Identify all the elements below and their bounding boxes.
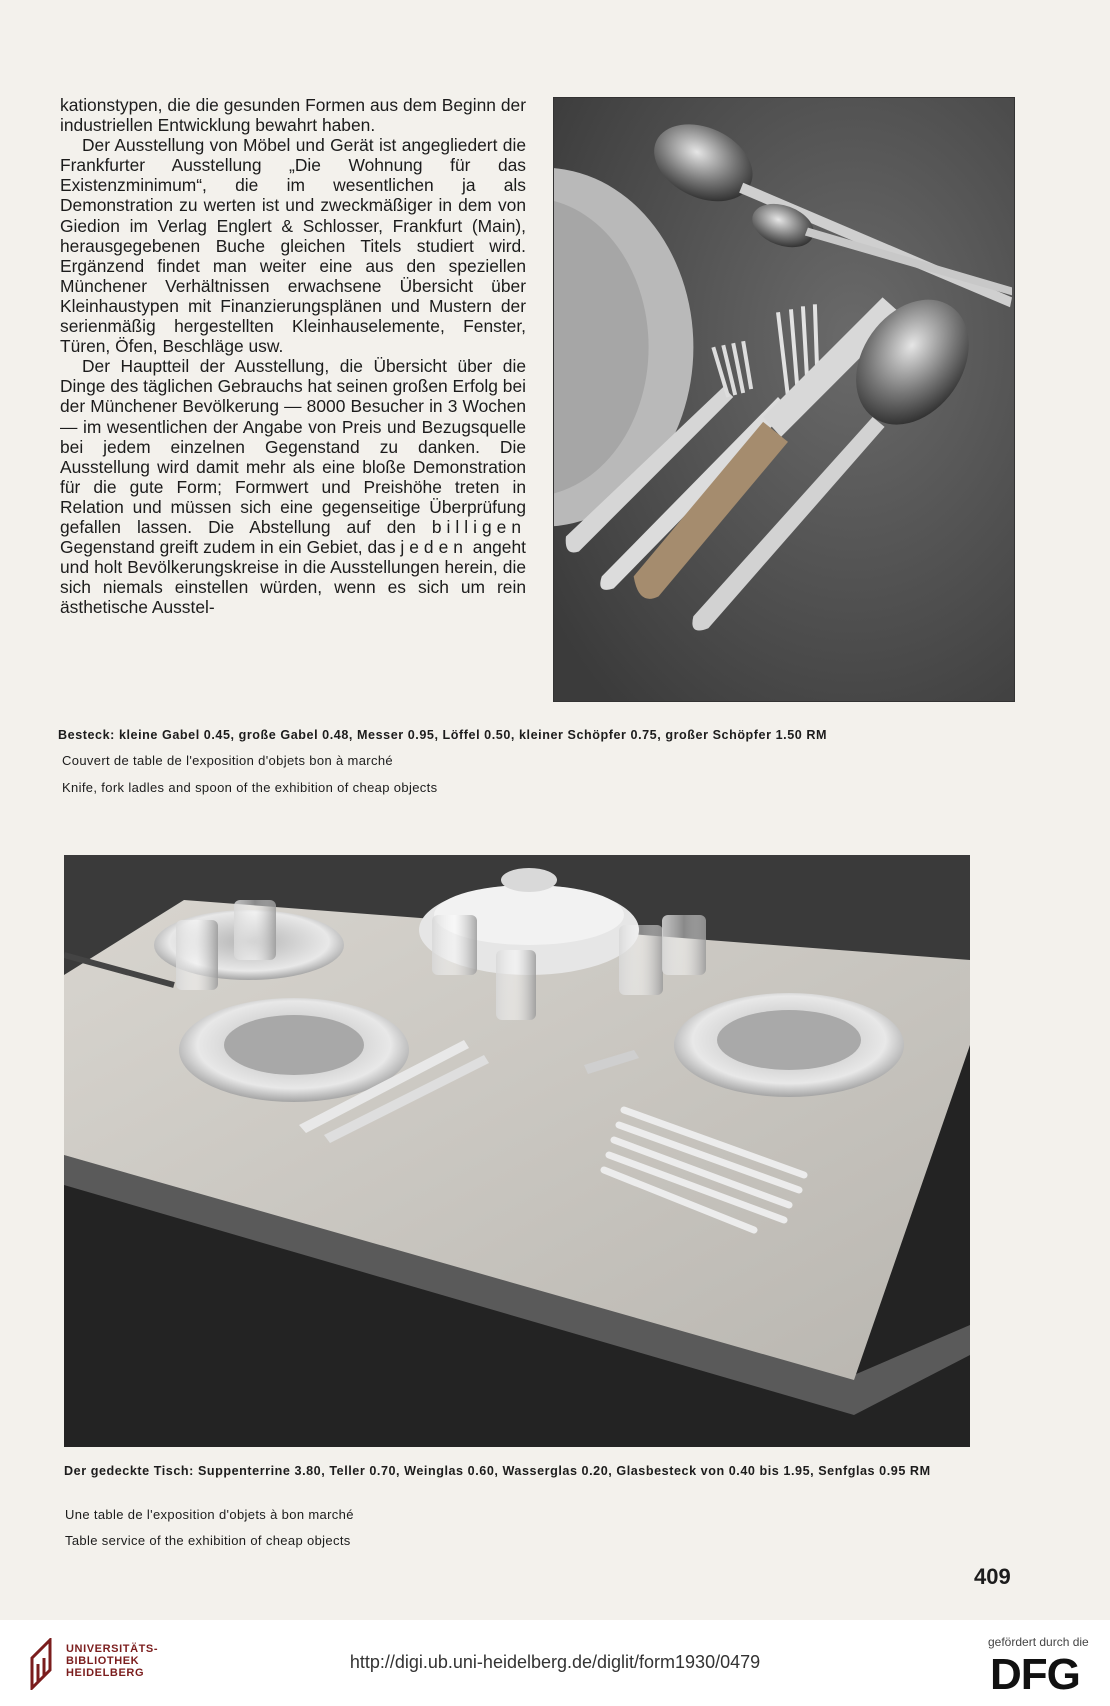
paragraph-2: Der Ausstellung von Möbel und Gerät ist angegliedert die Frankfurter Ausstellung „Die Wohnung für das Existenzminimum“, die im wesentlichen ja als Demonstration zu werten ist und zweckmäßiger in dem von Giedion im Verlag Englert & Schlosser, Frankfurt (Main), herausgegebenen Buche gleichen Titels studiert wird. Ergänzend findet man weiter eine aus den speziellen Münchener Verhältnissen erwachsene Übersicht über Kleinhaustypen mit Finanzierungsplänen und Mustern der serienmäßig hergestellten Kleinhauselemente, Fenster, Türen, Öfen, Beschläge usw.: [60, 135, 526, 357]
paragraph-3-part-3: angeht und holt Bevölkerungskreise in die Ausstellungen herein, die sich niemals einstellen würden, wenn es sich um rein ästhetische Ausstel-: [60, 537, 526, 618]
paragraph-3-part-1: Der Hauptteil der Ausstellung, die Übersicht über die Dinge des täglichen Gebrauchs hat seinen großen Erfolg bei der Münchener Bevölkerung — 8000 Besucher in 3 Wochen — im wesentlichen der Angabe von Preis und Bezugsquelle bei jedem einzelnen Gegenstand zu danken. Die Ausstellung wird damit mehr als eine bloße Demonstration für die gute Form; Formwert und Preishöhe treten in Relation und müssen sich eine gegenseitige Überprüfung gefallen lassen. Die Abstellung auf den: [60, 356, 526, 537]
paragraph-3: [60, 356, 526, 617]
figure2-caption-german: Der gedeckte Tisch: Suppenterrine 3.80, Teller 0.70, Weinglas 0.60, Wasserglas 0.20, Glasbesteck von 0.40 bis 1.95, Senfglas 0.95 RM: [64, 1464, 931, 1478]
library-line-2: BIBLIOTHEK: [66, 1655, 140, 1667]
spaced-word-billigen: billigen: [431, 516, 526, 537]
figure1-caption-english: Knife, fork ladles and spoon of the exhibition of cheap objects: [62, 780, 438, 795]
page-number: 409: [974, 1564, 1011, 1589]
library-line-3: HEIDELBERG: [66, 1667, 145, 1679]
spaced-word-jeden: jeden: [400, 537, 468, 558]
figure1-caption-french: Couvert de table de l'exposition d'objets bon à marché: [62, 753, 394, 768]
library-line-1: UNIVERSITÄTS-: [66, 1643, 159, 1655]
figure1-caption-german: Besteck: kleine Gabel 0.45, große Gabel 0.48, Messer 0.95, Löffel 0.50, kleiner Schöpfer 0.75, großer Schöpfer 1.50 RM: [58, 728, 828, 742]
source-url-link[interactable]: http://digi.ub.uni-heidelberg.de/diglit/form1930/0479: [349, 1652, 761, 1672]
funding-label: gefördert durch die: [988, 1635, 1089, 1649]
paragraph-1: kationstypen, die die gesunden Formen aus dem Beginn der industriellen Entwicklung bewahrt haben.: [60, 95, 526, 136]
set-table-photo: [64, 855, 970, 1447]
paragraph-3-part-2: Gegenstand greift zudem in ein Gebiet, das: [60, 537, 396, 558]
figure2-caption-english: Table service of the exhibition of cheap objects: [65, 1533, 351, 1548]
figure2-caption-french: Une table de l'exposition d'objets à bon marché: [65, 1507, 354, 1522]
article-text: [60, 95, 526, 617]
cutlery-photo: [553, 97, 1015, 702]
dfg-logo: DFG: [990, 1650, 1080, 1699]
